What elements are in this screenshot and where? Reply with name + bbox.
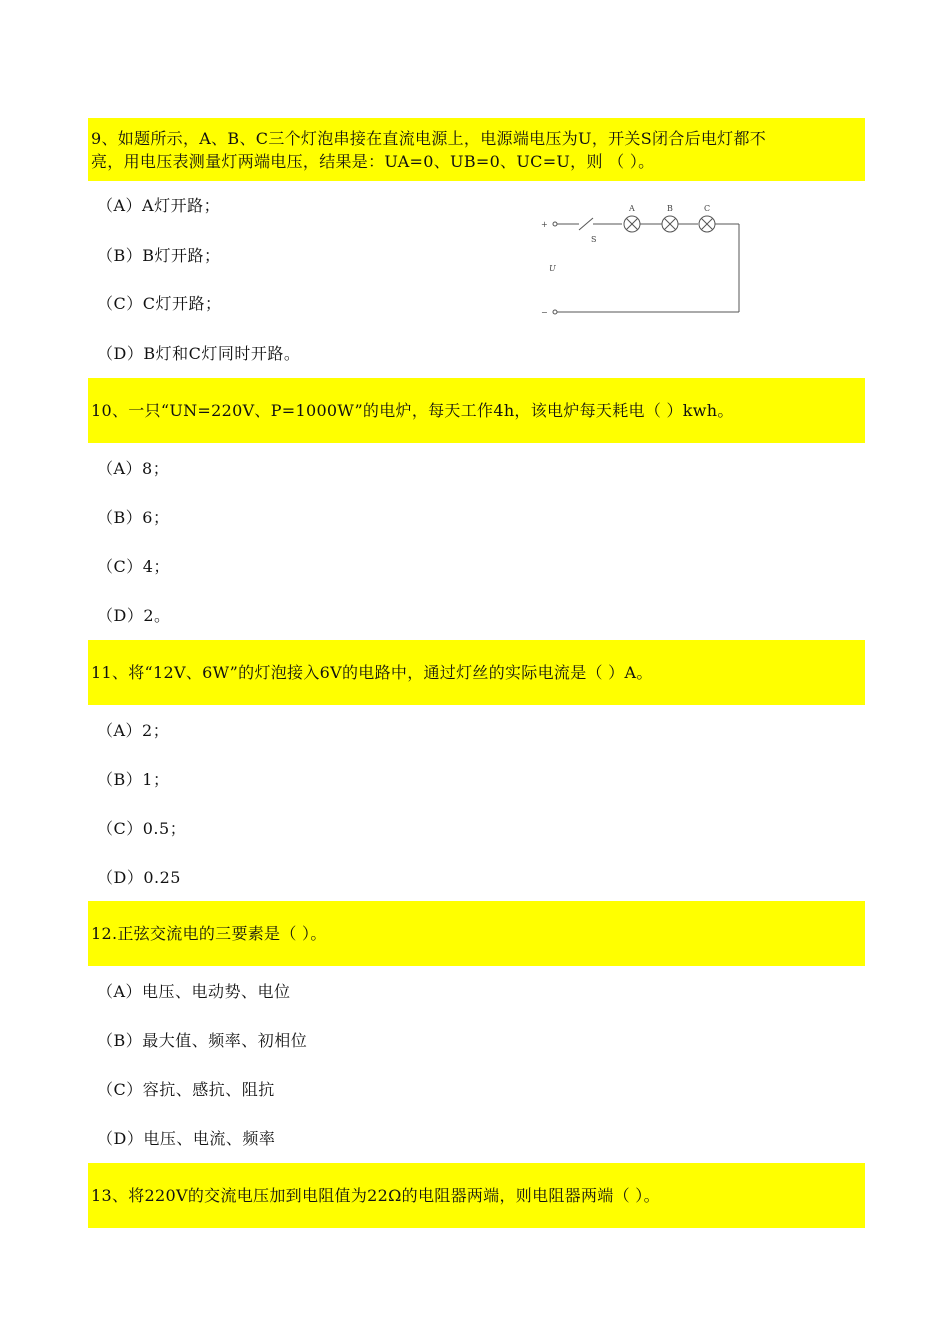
- question-text-line: 12.正弦交流电的三要素是（ ）。: [91, 924, 327, 943]
- switch-blade: [579, 218, 593, 230]
- option-a: （A）A灯开路；: [97, 196, 221, 215]
- option-b: （B）6；: [97, 508, 170, 527]
- plus-terminal: [553, 222, 557, 226]
- option-a: （A）2；: [97, 721, 170, 740]
- lamp-c-icon: [699, 216, 715, 232]
- option-b: （B）1；: [97, 770, 170, 789]
- voltage-label: U: [549, 264, 556, 273]
- plus-label: +: [541, 220, 548, 229]
- question-10-stem: [88, 378, 865, 443]
- question-9-stem: [88, 118, 865, 181]
- option-a: （A）8；: [97, 459, 170, 478]
- question-text-line: 10、一只“UN=220V、P=1000W”的电炉，每天工作4h，该电炉每天耗电（ ）kwh。: [91, 401, 734, 420]
- option-d: （D）电压、电流、频率: [97, 1129, 276, 1148]
- question-13-stem: [88, 1163, 865, 1228]
- lamp-a-icon: [624, 216, 640, 232]
- option-c: （C）C灯开路；: [97, 294, 222, 313]
- circuit-diagram: [535, 198, 750, 323]
- question-11-stem: [88, 640, 865, 705]
- option-a: （A）电压、电动势、电位: [97, 982, 291, 1001]
- question-text-line: 9、如题所示，A、B、C三个灯泡串接在直流电源上，电源端电压为U，开关S闭合后电灯都不: [91, 128, 767, 148]
- switch-label: S: [591, 235, 597, 244]
- question-text-line: 13、将220V的交流电压加到电阻值为22Ω的电阻器两端，则电阻器两端（ ）。: [91, 1186, 660, 1205]
- option-c: （C）容抗、感抗、阻抗: [97, 1080, 275, 1099]
- lamp-c-label: C: [704, 204, 711, 213]
- question-text-line: 11、将“12V、6W”的灯泡接入6V的电路中，通过灯丝的实际电流是（ ）A。: [91, 663, 653, 682]
- option-d: （D）B灯和C灯同时开路。: [97, 344, 301, 363]
- minus-terminal: [553, 310, 557, 314]
- lamp-b-label: B: [667, 204, 673, 213]
- lamp-b-icon: [662, 216, 678, 232]
- option-c: （C）0.5；: [97, 819, 187, 838]
- option-d: （D）0.25: [97, 868, 181, 887]
- minus-label: −: [541, 308, 548, 317]
- option-d: （D）2。: [97, 606, 171, 625]
- question-text-line: 亮，用电压表测量灯两端电压，结果是：UA=0、UB=0、UC=U，则 （ ）。: [91, 151, 655, 171]
- lamp-a-label: A: [629, 204, 635, 213]
- option-b: （B）B灯开路；: [97, 246, 221, 265]
- option-b: （B）最大值、频率、初相位: [97, 1031, 308, 1050]
- question-12-stem: [88, 901, 865, 966]
- option-c: （C）4；: [97, 557, 170, 576]
